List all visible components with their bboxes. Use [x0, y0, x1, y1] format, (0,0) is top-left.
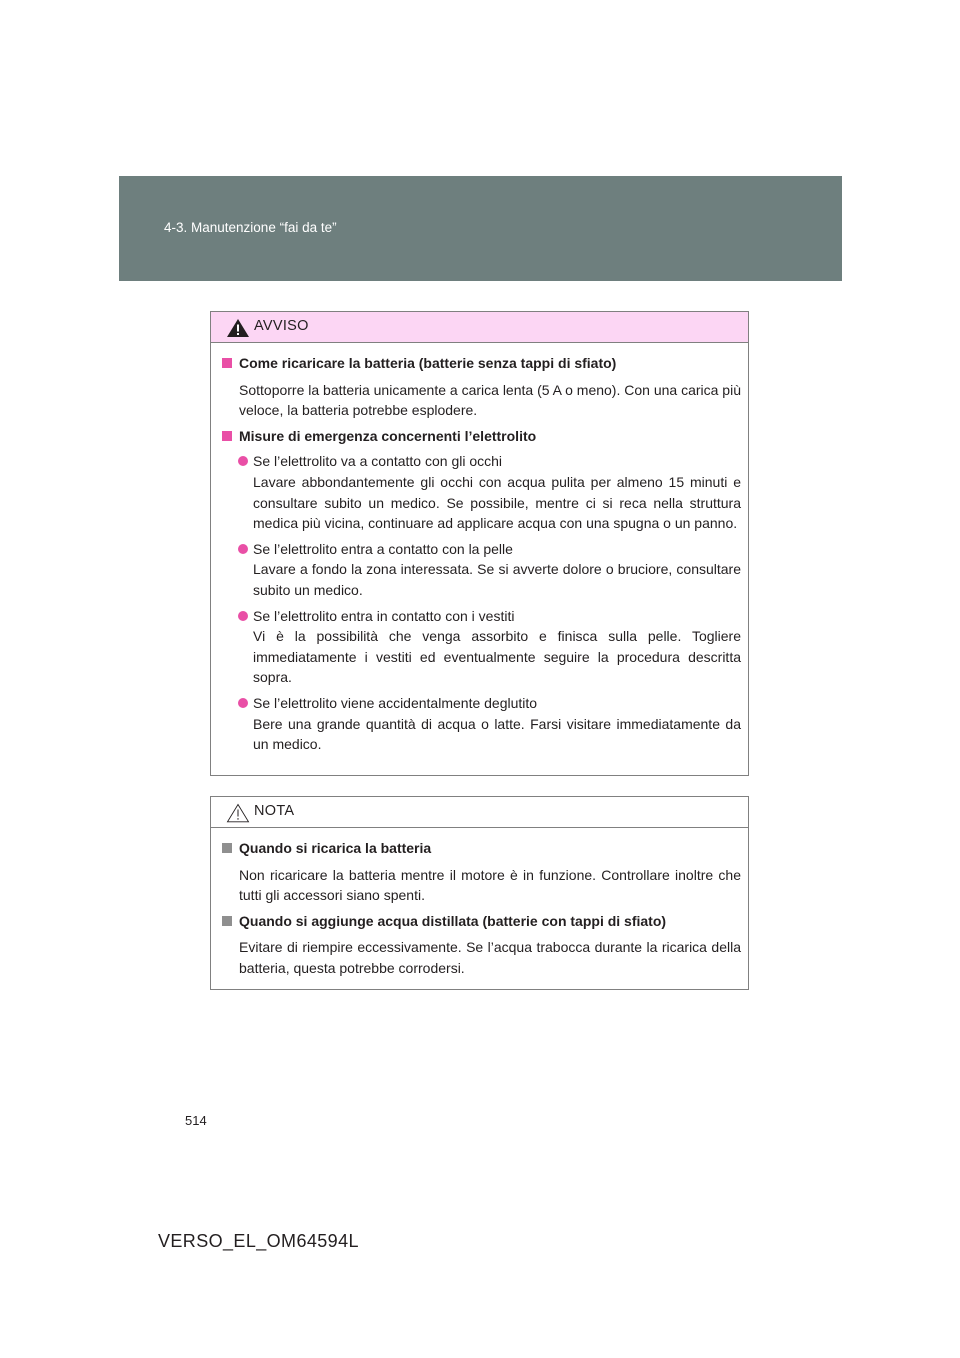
bullet-heading: Se l’elettrolito viene accidentalmente deglutito	[253, 694, 538, 711]
bullet-text: Bere una grande quantità di acqua o latte. Farsi visitare immediatamente da un medico.	[253, 715, 741, 753]
bullet-heading: Se l’elettrolito va a contatto con gli occhi	[253, 453, 503, 470]
warning-box-header	[211, 312, 748, 343]
note-section-title-recharging: Quando si ricarica la batteria	[221, 838, 741, 859]
warning-triangle-outline-icon	[226, 803, 250, 823]
bullet-item-skin	[221, 539, 741, 601]
warning-section-text-charging: Sottoporre la batteria unicamente a carica lenta (5 A o meno). Con una carica più veloce, la batteria potrebbe esplodere.	[239, 381, 741, 419]
round-bullet-icon	[238, 698, 248, 708]
warning-box-title: AVVISO	[254, 318, 309, 334]
bullet-item-eyes	[221, 451, 741, 533]
note-section-title-distilled-water: Quando si aggiunge acqua distillata (batterie con tappi di sfiato)	[221, 911, 741, 932]
note-box-header	[211, 797, 748, 828]
note-box-title: NOTA	[254, 803, 295, 819]
round-bullet-icon	[238, 611, 248, 621]
square-bullet-icon	[222, 843, 232, 853]
warning-section-title-charging: Come ricaricare la batteria (batterie senza tappi di sfiato)	[221, 353, 741, 374]
bullet-text: Lavare abbondantemente gli occhi con acqua pulita per almeno 15 minuti e consultare subito un medico. Se possibile, mentre ci si reca nella struttura medica più vicina, continuare ad applicare acqua con una spugna o un panno.	[253, 473, 741, 532]
warning-section-title-electrolyte: Misure di emergenza concernenti l’elettrolito	[221, 426, 741, 447]
section-title: 4-3. Manutenzione “fai da te”	[164, 220, 337, 235]
round-bullet-icon	[238, 456, 248, 466]
note-section-text-distilled-water: Evitare di riempire eccessivamente. Se l’acqua trabocca durante la ricarica della batteria, questa potrebbe corrodersi.	[239, 939, 741, 976]
square-bullet-icon	[222, 358, 232, 368]
note-section-text-recharging: Non ricaricare la batteria mentre il motore è in funzione. Controllare inoltre che tutti gli accessori siano spenti.	[239, 866, 741, 904]
bullet-text: Vi è la possibilità che venga assorbito e finisca sulla pelle. Togliere immediatamente i vestiti ed eventualmente seguire la procedura descritta sopra.	[253, 628, 741, 686]
section-header-band	[119, 176, 842, 281]
bullet-heading: Se l’elettrolito entra a contatto con la pelle	[253, 540, 513, 557]
bullet-heading: Se l’elettrolito entra in contatto con i vestiti	[253, 607, 515, 624]
square-bullet-icon	[222, 916, 232, 926]
bullet-item-clothes	[221, 606, 741, 688]
note-box	[210, 796, 749, 990]
note-box-body	[211, 828, 748, 979]
round-bullet-icon	[238, 544, 248, 554]
warning-box	[210, 311, 749, 776]
square-bullet-icon	[222, 431, 232, 441]
warning-triangle-filled-icon	[226, 318, 250, 338]
bullet-item-swallowed	[221, 693, 741, 755]
warning-box-body	[211, 343, 748, 755]
page-number: 514	[185, 1113, 207, 1128]
bullet-text: Lavare a fondo la zona interessata. Se si avverte dolore o bruciore, consultare subito un medico.	[253, 561, 741, 598]
document-code: VERSO_EL_OM64594L	[158, 1231, 359, 1251]
